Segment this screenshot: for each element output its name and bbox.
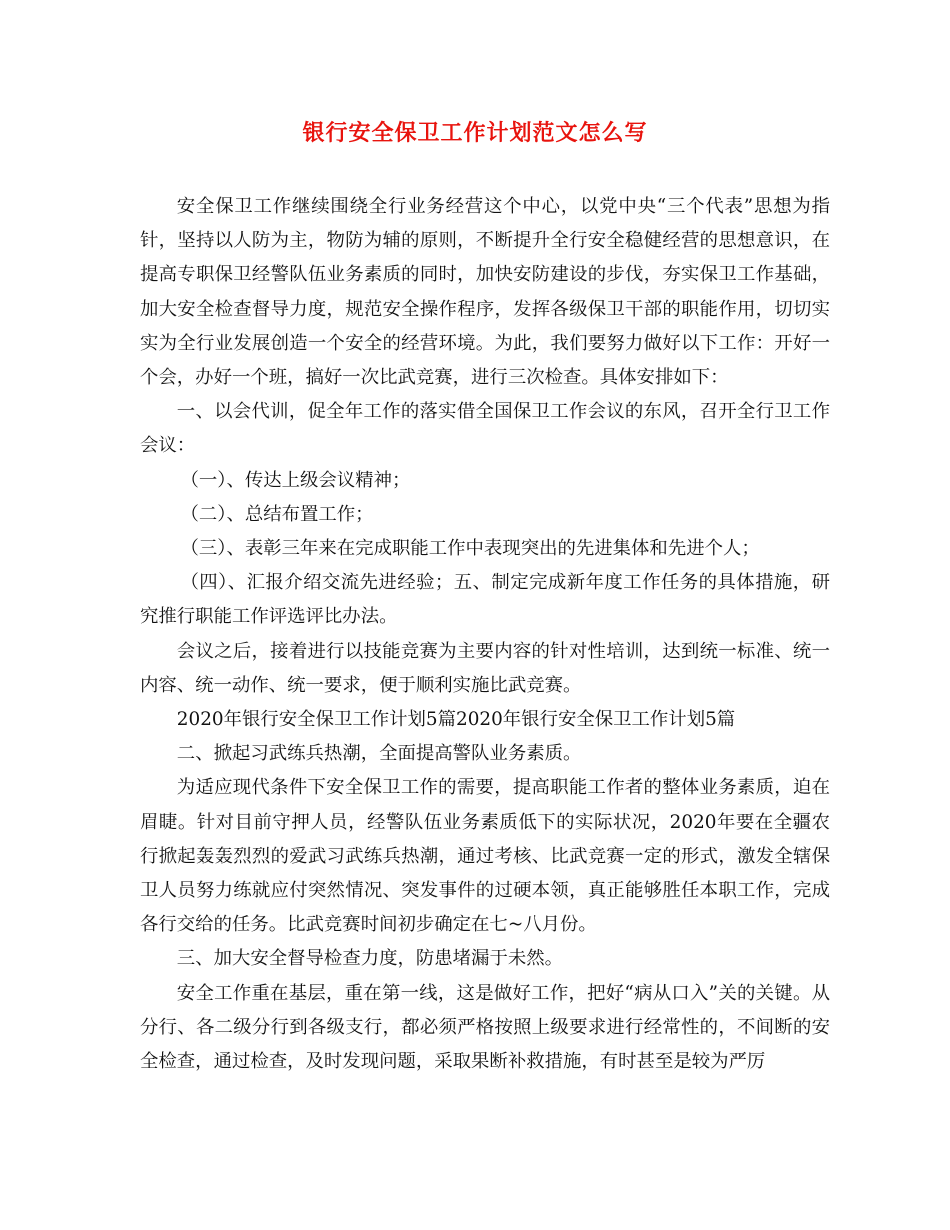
paragraph-inspection: 安全工作重在基层，重在第一线，这是做好工作，把好“病从口入”关的关键。从分行、各二级分行到各级支行，都必须严格按照上级要求进行经常性的，不间断的安全检查，通过检查，及时发现问题，采取果断补救措施，有时甚至是较为严厉 <box>140 982 830 1073</box>
document-body <box>140 190 830 1079</box>
paragraph-section-2: 二、掀起习武练兵热潮，全面提高警队业务素质。 <box>176 743 582 765</box>
document-title: 银行安全保卫工作计划范文怎么写 <box>302 120 648 146</box>
paragraph-item-3: （三）、表彰三年来在完成职能工作中表现突出的先进集体和先进个人； <box>180 538 760 560</box>
paragraph-section-1: 一、以会代训，促全年工作的落实借全国保卫工作会议的东风，召开全行卫工作会议： <box>140 401 830 457</box>
paragraph-item-2: （二）、总结布置工作； <box>180 503 374 525</box>
paragraph-item-1: （一）、传达上级会议精神； <box>180 469 411 491</box>
paragraph-training: 为适应现代条件下安全保卫工作的需要，提高职能工作者的整体业务素质，迫在眉睫。针对目前守押人员，经警队伍业务素质低下的实际状况，2020年要在全疆农行掀起轰轰烈烈的爱武习武练兵热潮，通过考核、比武竞赛一定的形式，激发全辖保卫人员努力练就应付突然情况、突发事件的过硬本领，真正能够胜任本职工作，完成各行交给的任务。比武竞赛时间初步确定在七~八月份。 <box>140 777 830 936</box>
paragraph-after-meeting: 会议之后，接着进行以技能竞赛为主要内容的针对性培训，达到统一标准、统一内容、统一动作、统一要求，便于顺利实施比武竞赛。 <box>140 640 830 696</box>
paragraph-intro: 安全保卫工作继续围绕全行业务经营这个中心，以党中央“三个代表”思想为指针，坚持以人防为主，物防为辅的原则，不断提升全行安全稳健经营的思想意识，在提高专职保卫经警队伍业务素质的同时，加快安防建设的步伐，夯实保卫工作基础，加大安全检查督导力度，规范安全操作程序，发挥各级保卫干部的职能作用，切切实实为全行业发展创造一个安全的经营环境。为此，我们要努力做好以下工作：开好一个会，办好一个班，搞好一次比武竞赛，进行三次检查。具体安排如下： <box>140 196 830 389</box>
paragraph-section-3: 三、加大安全督导检查力度，防患堵漏于未然。 <box>176 948 564 970</box>
paragraph-plan-reference: 2020年银行安全保卫工作计划5篇2020年银行安全保卫工作计划5篇 <box>176 709 736 731</box>
paragraph-item-4: （四）、汇报介绍交流先进经验；五、制定完成新年度工作任务的具体措施，研究推行职能工作评选评比办法。 <box>140 572 830 628</box>
